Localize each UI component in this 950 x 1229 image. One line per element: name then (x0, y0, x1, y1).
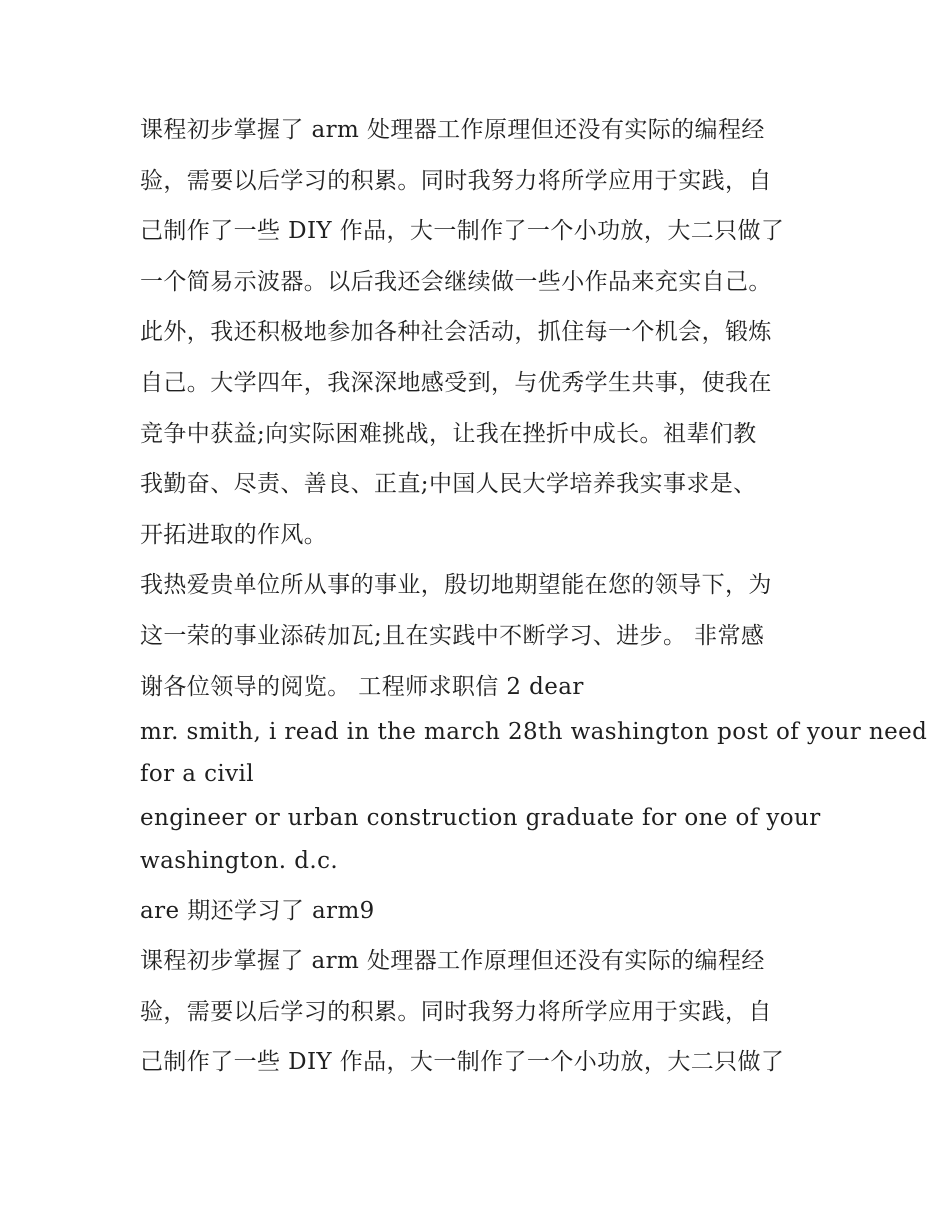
text-line: 己制作了一些 DIY 作品，大一制作了一个小功放，大二只做了 (140, 218, 785, 244)
text-line: 此外，我还积极地参加各种社会活动，抓住每一个机会，锻炼 (140, 319, 772, 345)
text-line: 开拓进取的作风。 (140, 522, 328, 548)
text-line: 我勤奋、尽责、善良、正直;中国人民大学培养我实事求是、 (140, 471, 757, 497)
text-line: are 期还学习了 arm9 (140, 898, 375, 924)
text-line: engineer or urban construction graduate for one of your (140, 805, 821, 831)
text-line: 这一荣的事业添砖加瓦;且在实践中不断学习、进步。 非常感 (140, 623, 765, 649)
text-line: mr. smith, i read in the march 28th washington post of your need (140, 719, 928, 745)
text-line: 竞争中获益;向实际困难挑战，让我在挫折中成长。祖辈们教 (140, 421, 757, 447)
text-line: 己制作了一些 DIY 作品，大一制作了一个小功放，大二只做了 (140, 1049, 785, 1075)
text-line: 验，需要以后学习的积累。同时我努力将所学应用于实践，自 (140, 168, 772, 194)
text-line: 课程初步掌握了 arm 处理器工作原理但还没有实际的编程经 (140, 117, 765, 143)
text-line: 谢各位领导的阅览。 工程师求职信 2 dear (140, 674, 584, 700)
text-line: 我热爱贵单位所从事的事业，殷切地期望能在您的领导下，为 (140, 572, 772, 598)
text-line: for a civil (140, 761, 255, 787)
text-line: washington. d.c. (140, 848, 339, 874)
text-line: 一个简易示波器。以后我还会继续做一些小作品来充实自己。 (140, 269, 772, 295)
text-line: 自己。大学四年，我深深地感受到，与优秀学生共事，使我在 (140, 370, 772, 396)
text-line: 验，需要以后学习的积累。同时我努力将所学应用于实践，自 (140, 999, 772, 1025)
text-line: 课程初步掌握了 arm 处理器工作原理但还没有实际的编程经 (140, 948, 765, 974)
